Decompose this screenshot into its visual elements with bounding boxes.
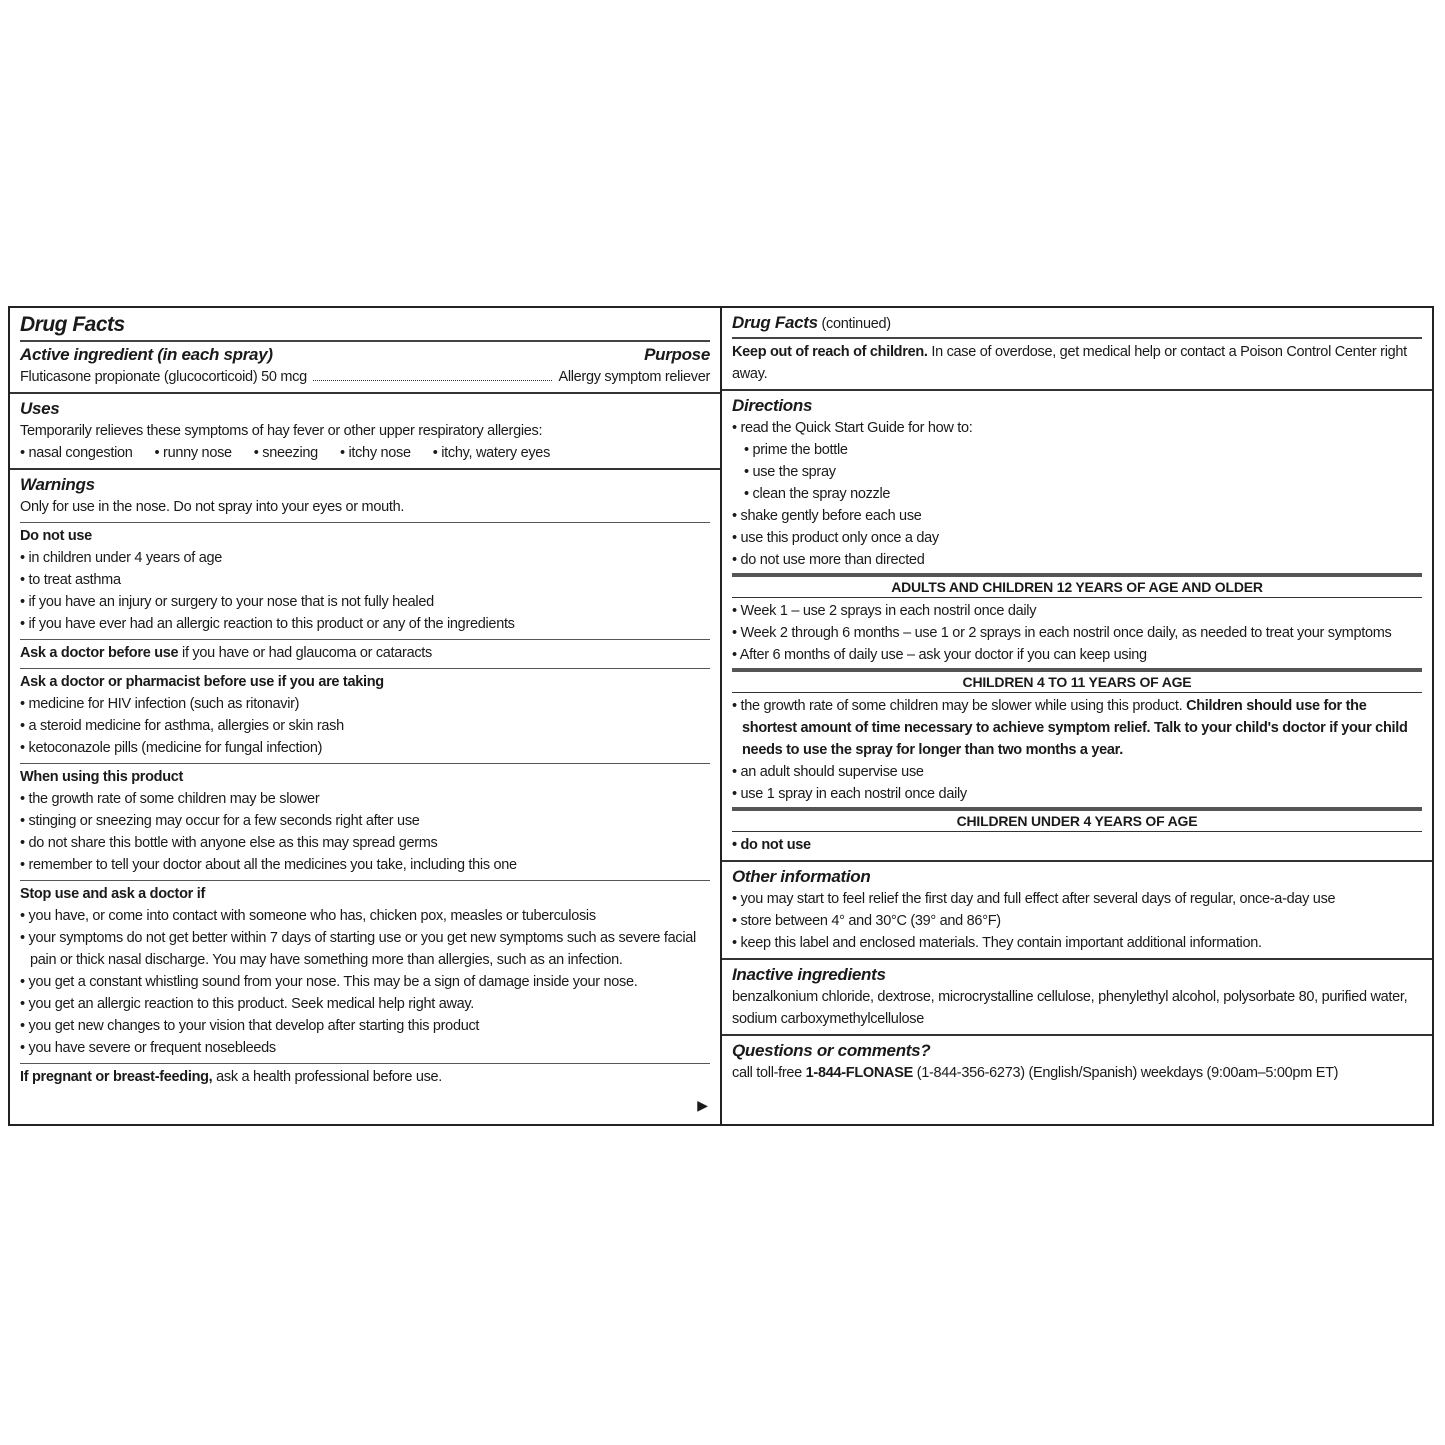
list-item: • sneezing: [253, 445, 318, 461]
list-item: • use 1 spray in each nostril once daily: [732, 786, 967, 802]
list-item: • if you have ever had an allergic reaction to this product or any of the ingredients: [20, 616, 515, 632]
uses-header: Uses: [20, 399, 60, 418]
uses-intro: Temporarily relieves these symptoms of hay fever or other upper respiratory allergies:: [20, 423, 543, 439]
do-not-use-header: Do not use: [20, 528, 92, 544]
list-item: • your symptoms do not get better within 7 days of starting use or you get new symptoms such as severe facial pain or thick nasal discharge. You may have something more than allergies, such as an infection.: [20, 930, 696, 968]
list-item: • you have, or come into contact with someone who has, chicken pox, measles or tuberculosis: [20, 908, 596, 924]
list-item: • itchy, watery eyes: [432, 445, 551, 461]
list-item: • you may start to feel relief the first day and full effect after several days of regular, once-a-day use: [732, 891, 1336, 907]
list-item: • remember to tell your doctor about all the medicines you take, including this one: [20, 857, 517, 873]
keep-out-text: Keep out of reach of children. In case of overdose, get medical help or contact a Poison Control Center right away.: [732, 337, 1422, 385]
keep-out-section: Drug Facts (continued) Keep out of reach of children. In case of overdose, get medical help or contact a Poison Control Center right away.: [722, 308, 1432, 391]
inactive-ingredients-header: Inactive ingredients: [732, 965, 886, 984]
list-item: • the growth rate of some children may be slower: [20, 791, 320, 807]
list-item: • store between 4° and 30°C (39° and 86°F): [732, 913, 1001, 929]
warnings-intro: Only for use in the nose. Do not spray into your eyes or mouth.: [20, 499, 405, 515]
list-item: • in children under 4 years of age: [20, 550, 223, 566]
inactive-ingredients-text: benzalkonium chloride, dextrose, microcrystalline cellulose, phenylethyl alcohol, polysorbate 80, purified water, sodium carboxymethylcellulose: [732, 989, 1408, 1027]
list-item: • you get a constant whistling sound from your nose. This may be a sign of damage inside your nose.: [20, 974, 638, 990]
list-item: • do not use: [732, 837, 811, 853]
other-information-header: Other information: [732, 867, 871, 886]
active-ingredient: Fluticasone propionate (glucocorticoid) 50 mcg: [20, 369, 307, 385]
purpose: Allergy symptom reliever: [558, 369, 710, 385]
children-band: CHILDREN 4 TO 11 YEARS OF AGE: [732, 668, 1422, 693]
other-information-section: [722, 862, 1432, 960]
adults-band: ADULTS AND CHILDREN 12 YEARS OF AGE AND OLDER: [732, 573, 1422, 598]
questions-text: call toll-free 1-844-FLONASE (1-844-356-6273) (English/Spanish) weekdays (9:00am–5:00pm ET): [732, 1065, 1339, 1081]
list-item: • a steroid medicine for asthma, allergies or skin rash: [20, 718, 344, 734]
list-item: • read the Quick Start Guide for how to:: [732, 420, 973, 436]
list-item: • runny nose: [154, 445, 232, 461]
list-item: • if you have an injury or surgery to your nose that is not fully healed: [20, 594, 434, 610]
list-item: • ketoconazole pills (medicine for fungal infection): [20, 740, 323, 756]
stop-use-block: [20, 880, 710, 1059]
stop-use-header: Stop use and ask a doctor if: [20, 886, 205, 902]
warnings-header: Warnings: [20, 475, 95, 494]
inactive-ingredients-section: [722, 960, 1432, 1036]
continue-arrow-icon: ▶: [697, 1097, 708, 1113]
list-item: • you get an allergic reaction to this product. Seek medical help right away.: [20, 996, 475, 1012]
phone-number: 1-844-FLONASE: [805, 1065, 913, 1081]
purpose-header: Purpose: [644, 345, 710, 364]
when-using-header: When using this product: [20, 769, 184, 785]
do-not-use-block: [20, 522, 710, 635]
right-column: [722, 308, 1432, 1124]
list-item: • clean the spray nozzle: [744, 486, 891, 502]
questions-header: Questions or comments?: [732, 1041, 931, 1060]
directions-section: [722, 391, 1432, 862]
list-item: • Week 2 through 6 months – use 1 or 2 sprays in each nostril once daily, as needed to treat your symptoms: [732, 625, 1392, 641]
pregnant-block: If pregnant or breast-feeding, ask a health professional before use.: [20, 1063, 710, 1088]
active-ingredient-section: [10, 308, 720, 394]
drug-facts-continued-title: Drug Facts: [732, 313, 818, 332]
uses-section: [10, 394, 720, 470]
ask-doctor-block: Ask a doctor before use if you have or had glaucoma or cataracts: [20, 639, 710, 664]
list-item: • you have severe or frequent nosebleeds: [20, 1040, 276, 1056]
list-item: • nasal congestion: [20, 445, 133, 461]
list-item: • use this product only once a day: [732, 530, 939, 546]
ask-pharmacist-header: Ask a doctor or pharmacist before use if you are taking: [20, 674, 384, 690]
warnings-section: [10, 470, 720, 1124]
left-column: [10, 308, 722, 1124]
list-item: • do not share this bottle with anyone else as this may spread germs: [20, 835, 438, 851]
list-item: • an adult should supervise use: [732, 764, 924, 780]
list-item: • stinging or sneezing may occur for a few seconds right after use: [20, 813, 420, 829]
drug-facts-label: [8, 306, 1434, 1126]
list-item: • the growth rate of some children may be slower while using this product. Children should use for the shortest amount of time necessary to achieve symptom relief. Talk to your child's doctor if your child needs to use the spray for longer than two months a year.: [732, 698, 1408, 758]
list-item: • Week 1 – use 2 sprays in each nostril once daily: [732, 603, 1037, 619]
list-item: • itchy nose: [339, 445, 411, 461]
when-using-block: [20, 763, 710, 876]
list-item: • After 6 months of daily use – ask your doctor if you can keep using: [732, 647, 1147, 663]
list-item: • medicine for HIV infection (such as ritonavir): [20, 696, 300, 712]
list-item: • prime the bottle: [744, 442, 848, 458]
active-ingredient-header: Active ingredient (in each spray): [20, 345, 273, 364]
questions-section: [722, 1036, 1432, 1124]
drug-facts-title: Drug Facts: [20, 313, 125, 336]
list-item: • do not use more than directed: [732, 552, 925, 568]
list-item: • use the spray: [744, 464, 836, 480]
uses-list: [20, 442, 710, 464]
list-item: • shake gently before each use: [732, 508, 922, 524]
leader-dots: [313, 380, 553, 381]
list-item: • keep this label and enclosed materials. They contain important additional information.: [732, 935, 1262, 951]
list-item: • to treat asthma: [20, 572, 121, 588]
list-item: • you get new changes to your vision that develop after starting this product: [20, 1018, 480, 1034]
directions-header: Directions: [732, 396, 813, 415]
ask-pharmacist-block: [20, 668, 710, 759]
under4-band: CHILDREN UNDER 4 YEARS OF AGE: [732, 807, 1422, 832]
